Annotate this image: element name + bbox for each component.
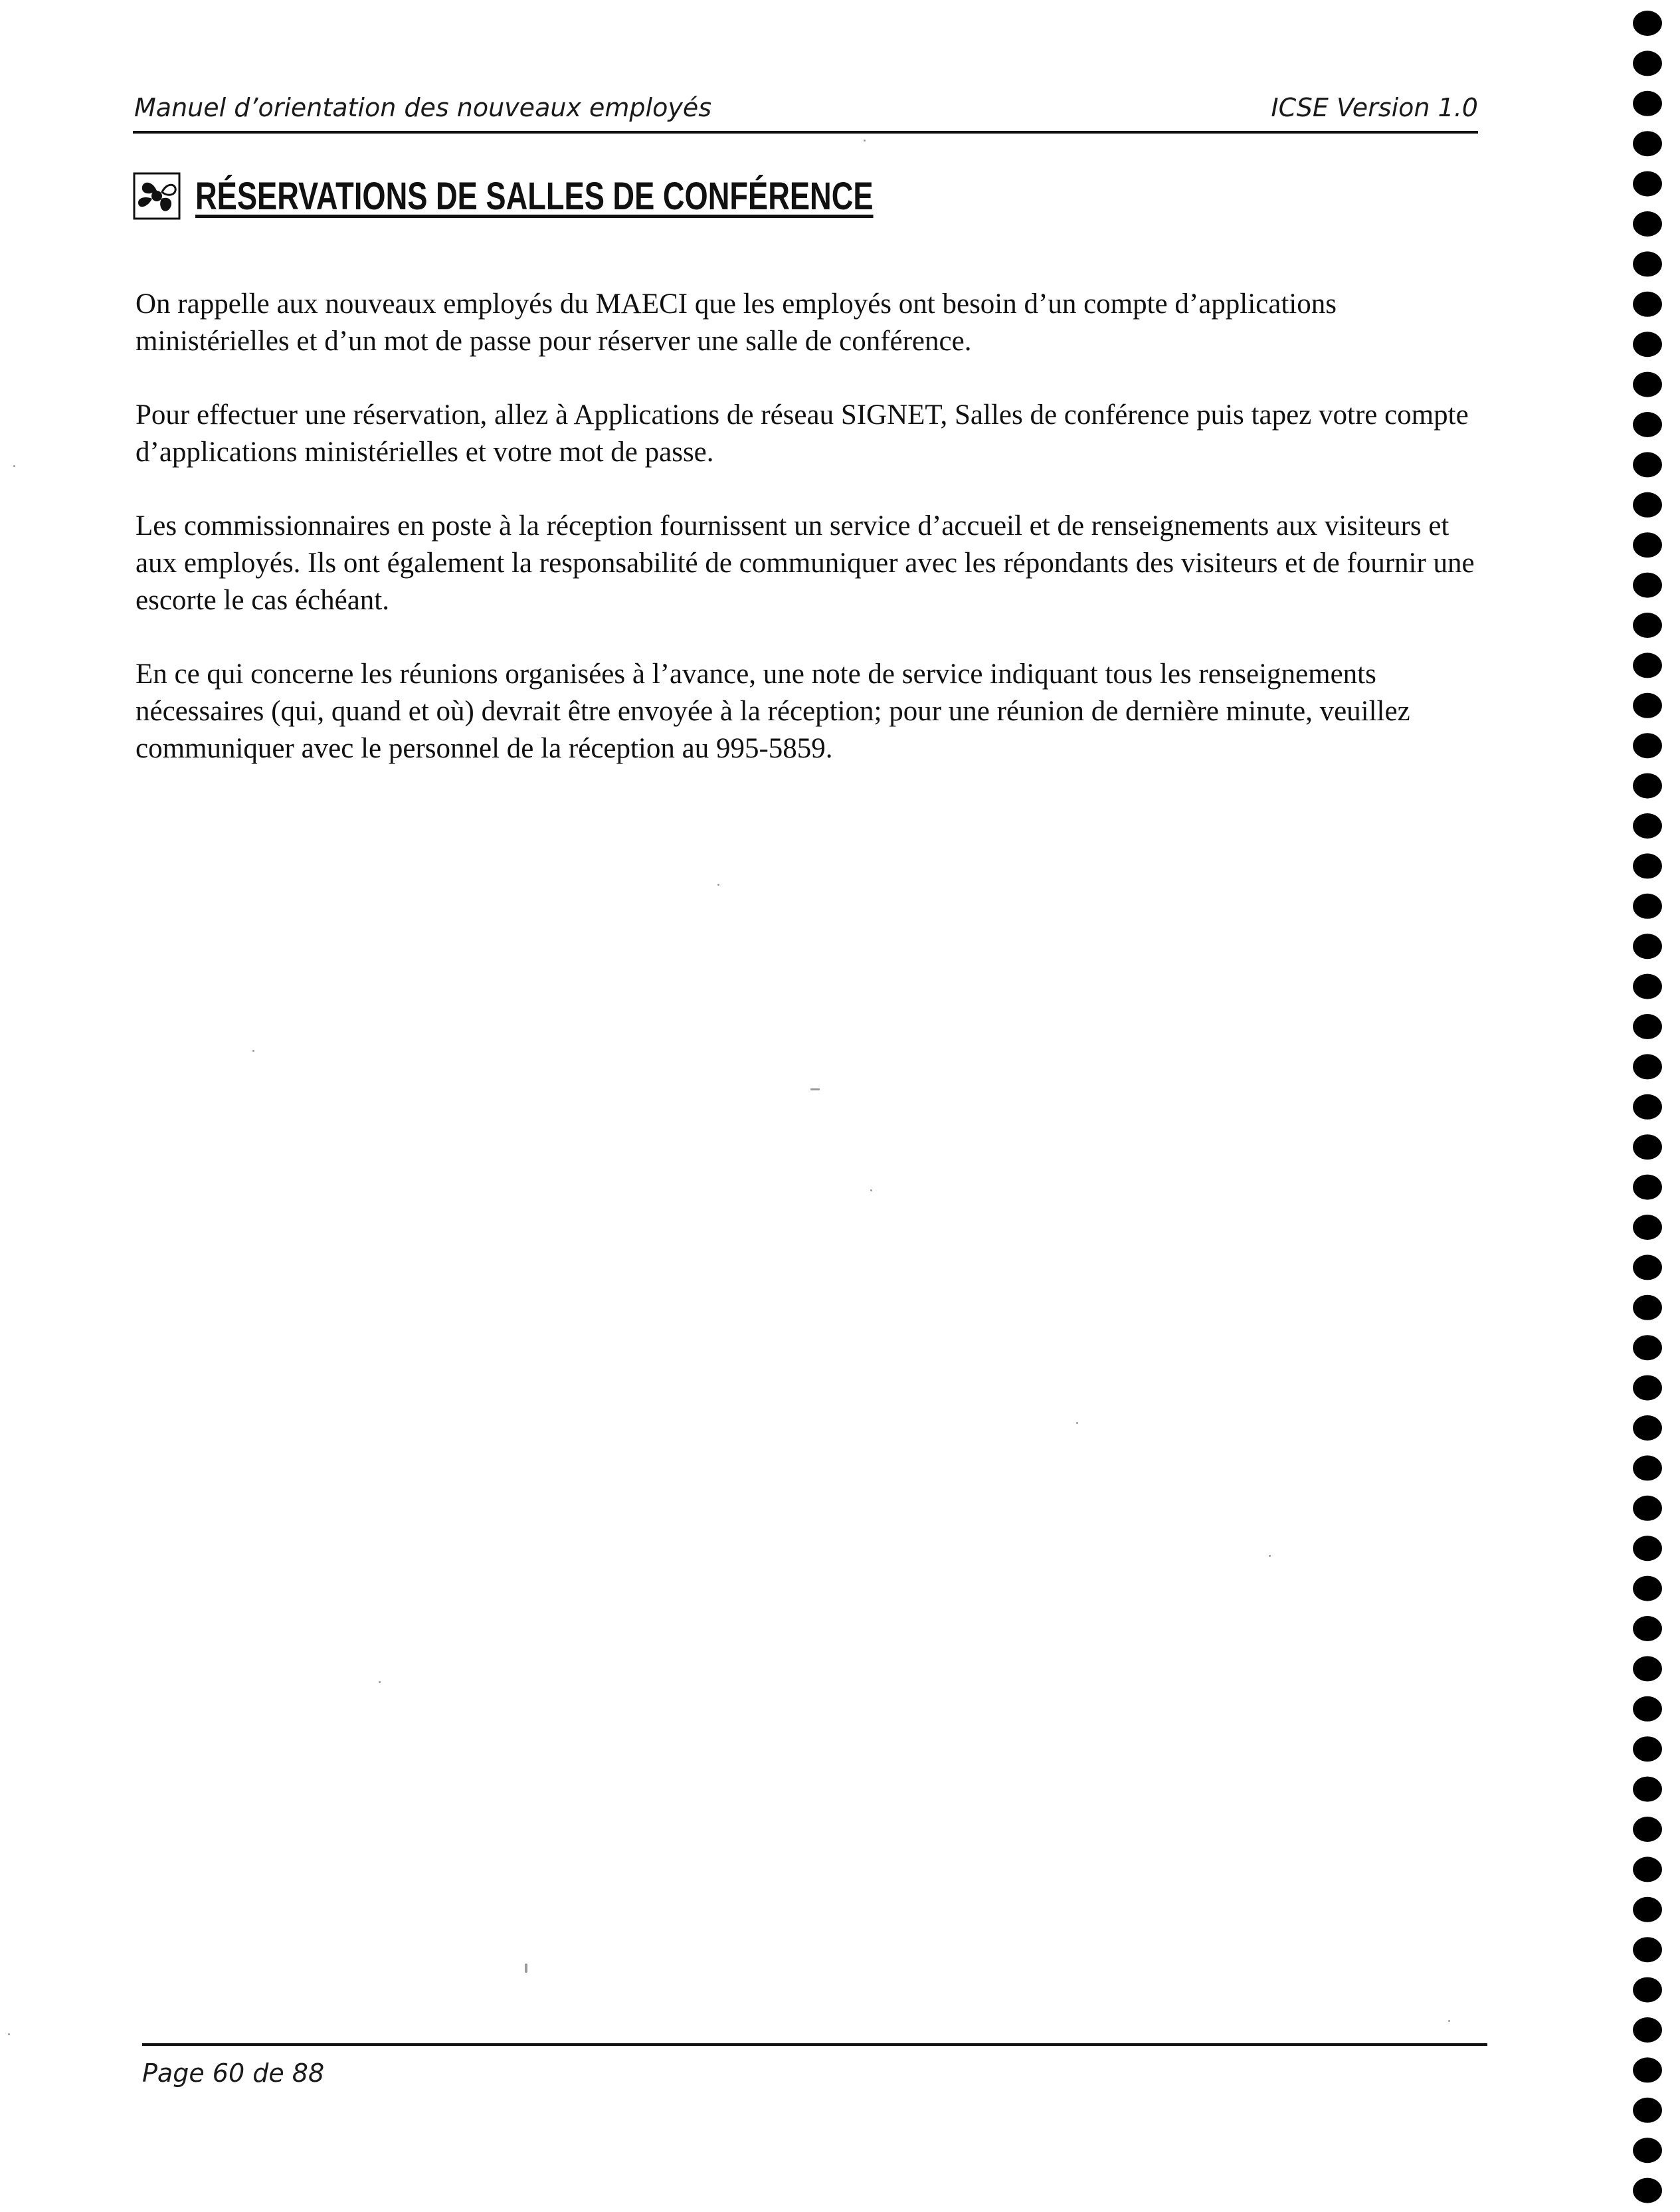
binding-hole bbox=[1633, 2017, 1662, 2043]
paragraph-account-requirement: On rappelle aux nouveaux employés du MAECI que les employés ont besoin d’un compte d’applications ministérielles et d’un mot de passe pour réserver une salle de conférence. bbox=[136, 288, 1337, 357]
scan-speck bbox=[864, 140, 866, 142]
binding-hole bbox=[1633, 1616, 1662, 1641]
binding-hole bbox=[1633, 1536, 1662, 1561]
header-version: ICSE Version 1.0 bbox=[1271, 93, 1478, 122]
binding-hole bbox=[1633, 1014, 1662, 1039]
binding-hole bbox=[1633, 1817, 1662, 1842]
binding-hole bbox=[1633, 1094, 1662, 1120]
binding-hole bbox=[1633, 1415, 1662, 1441]
paragraph-meeting-notice: En ce qui concerne les réunions organisées à l’avance, une note de service indiquant tous les renseignements nécessaires (qui, quand et où) devrait être envoyée à la réception; pour une réunion de dernière minute, veuillez communiquer avec le personnel de la réception au 995-5859. bbox=[136, 658, 1410, 764]
scan-speck bbox=[13, 465, 15, 467]
binding-hole bbox=[1633, 372, 1662, 397]
binding-hole bbox=[1633, 733, 1662, 758]
binding-hole bbox=[1633, 1054, 1662, 1079]
binding-hole bbox=[1633, 653, 1662, 678]
binding-hole bbox=[1633, 1134, 1662, 1159]
binding-hole bbox=[1633, 613, 1662, 638]
body-content bbox=[136, 286, 1484, 804]
binding-hole bbox=[1633, 211, 1662, 237]
page-number: Page 60 de 88 bbox=[142, 2059, 325, 2088]
paragraph-reception-services: Les commissionnaires en poste à la réception fournissent un service d’accueil et de renseignements aux visiteurs et aux employés. Ils ont également la responsabilité de communiquer avec les répondants des visiteurs et de fournir une escorte le cas échéant. bbox=[136, 510, 1475, 616]
binding-hole bbox=[1633, 332, 1662, 357]
binding-hole bbox=[1633, 1977, 1662, 2003]
binding-hole bbox=[1633, 1736, 1662, 1761]
section-ornament-icon bbox=[133, 172, 181, 220]
binding-hole bbox=[1633, 292, 1662, 317]
binding-hole bbox=[1633, 2138, 1662, 2163]
binding-hole bbox=[1633, 853, 1662, 878]
binding-hole bbox=[1633, 1696, 1662, 1722]
binding-hole bbox=[1633, 492, 1662, 518]
section-heading bbox=[133, 169, 1064, 223]
binding-hole bbox=[1633, 1857, 1662, 1882]
binding-hole bbox=[1633, 1496, 1662, 1521]
page-header bbox=[133, 93, 1478, 133]
scan-speck bbox=[252, 1050, 254, 1052]
binding-hole bbox=[1633, 2057, 1662, 2082]
binding-hole bbox=[1633, 1175, 1662, 1200]
binding-hole bbox=[1633, 11, 1662, 36]
binding-hole bbox=[1633, 171, 1662, 197]
binding-hole bbox=[1633, 1656, 1662, 1681]
binding-hole bbox=[1633, 1255, 1662, 1280]
binding-hole bbox=[1633, 894, 1662, 919]
scan-speck bbox=[525, 1963, 527, 1973]
binding-hole bbox=[1633, 452, 1662, 477]
scan-speck bbox=[1076, 1422, 1078, 1424]
binding-hole bbox=[1633, 773, 1662, 799]
scan-speck bbox=[870, 1189, 872, 1191]
scan-speck bbox=[810, 1088, 820, 1090]
binding-hole bbox=[1633, 1215, 1662, 1240]
binding-hole bbox=[1633, 974, 1662, 999]
binding-hole bbox=[1633, 693, 1662, 718]
scan-speck bbox=[717, 884, 719, 886]
binding-hole bbox=[1633, 2178, 1662, 2203]
binding-hole bbox=[1633, 412, 1662, 437]
binding-hole bbox=[1633, 91, 1662, 116]
scan-speck bbox=[1448, 2020, 1450, 2022]
scan-speck bbox=[8, 2033, 10, 2035]
binding-hole bbox=[1633, 1576, 1662, 1601]
paragraph-booking-steps: Pour effectuer une réservation, allez à Applications de réseau SIGNET, Salles de conférence puis tapez votre compte d’applications ministérielles et votre mot de passe. bbox=[136, 399, 1469, 468]
binding-hole bbox=[1633, 532, 1662, 557]
binding-hole bbox=[1633, 1897, 1662, 1922]
binding-hole bbox=[1633, 813, 1662, 839]
header-manual-title: Manuel d’orientation des nouveaux employés bbox=[134, 93, 711, 122]
binding-hole bbox=[1633, 2098, 1662, 2123]
scan-speck bbox=[379, 1681, 381, 1683]
binding-hole bbox=[1633, 1335, 1662, 1360]
binding-hole bbox=[1633, 1777, 1662, 1802]
binding-hole bbox=[1633, 50, 1662, 76]
footer-divider bbox=[142, 2043, 1487, 2046]
scan-speck bbox=[1269, 1555, 1271, 1557]
binding-hole bbox=[1633, 1295, 1662, 1320]
binding-hole bbox=[1633, 1375, 1662, 1401]
binding-hole bbox=[1633, 131, 1662, 156]
header-divider bbox=[133, 131, 1478, 134]
binding-hole bbox=[1633, 251, 1662, 276]
binding-hole bbox=[1633, 1455, 1662, 1480]
spiral-binding-holes bbox=[1626, 0, 1666, 2212]
binding-hole bbox=[1633, 1937, 1662, 1962]
section-title: RÉSERVATIONS DE SALLES DE CONFÉRENCE bbox=[195, 174, 874, 218]
binding-hole bbox=[1633, 934, 1662, 959]
binding-hole bbox=[1633, 573, 1662, 598]
